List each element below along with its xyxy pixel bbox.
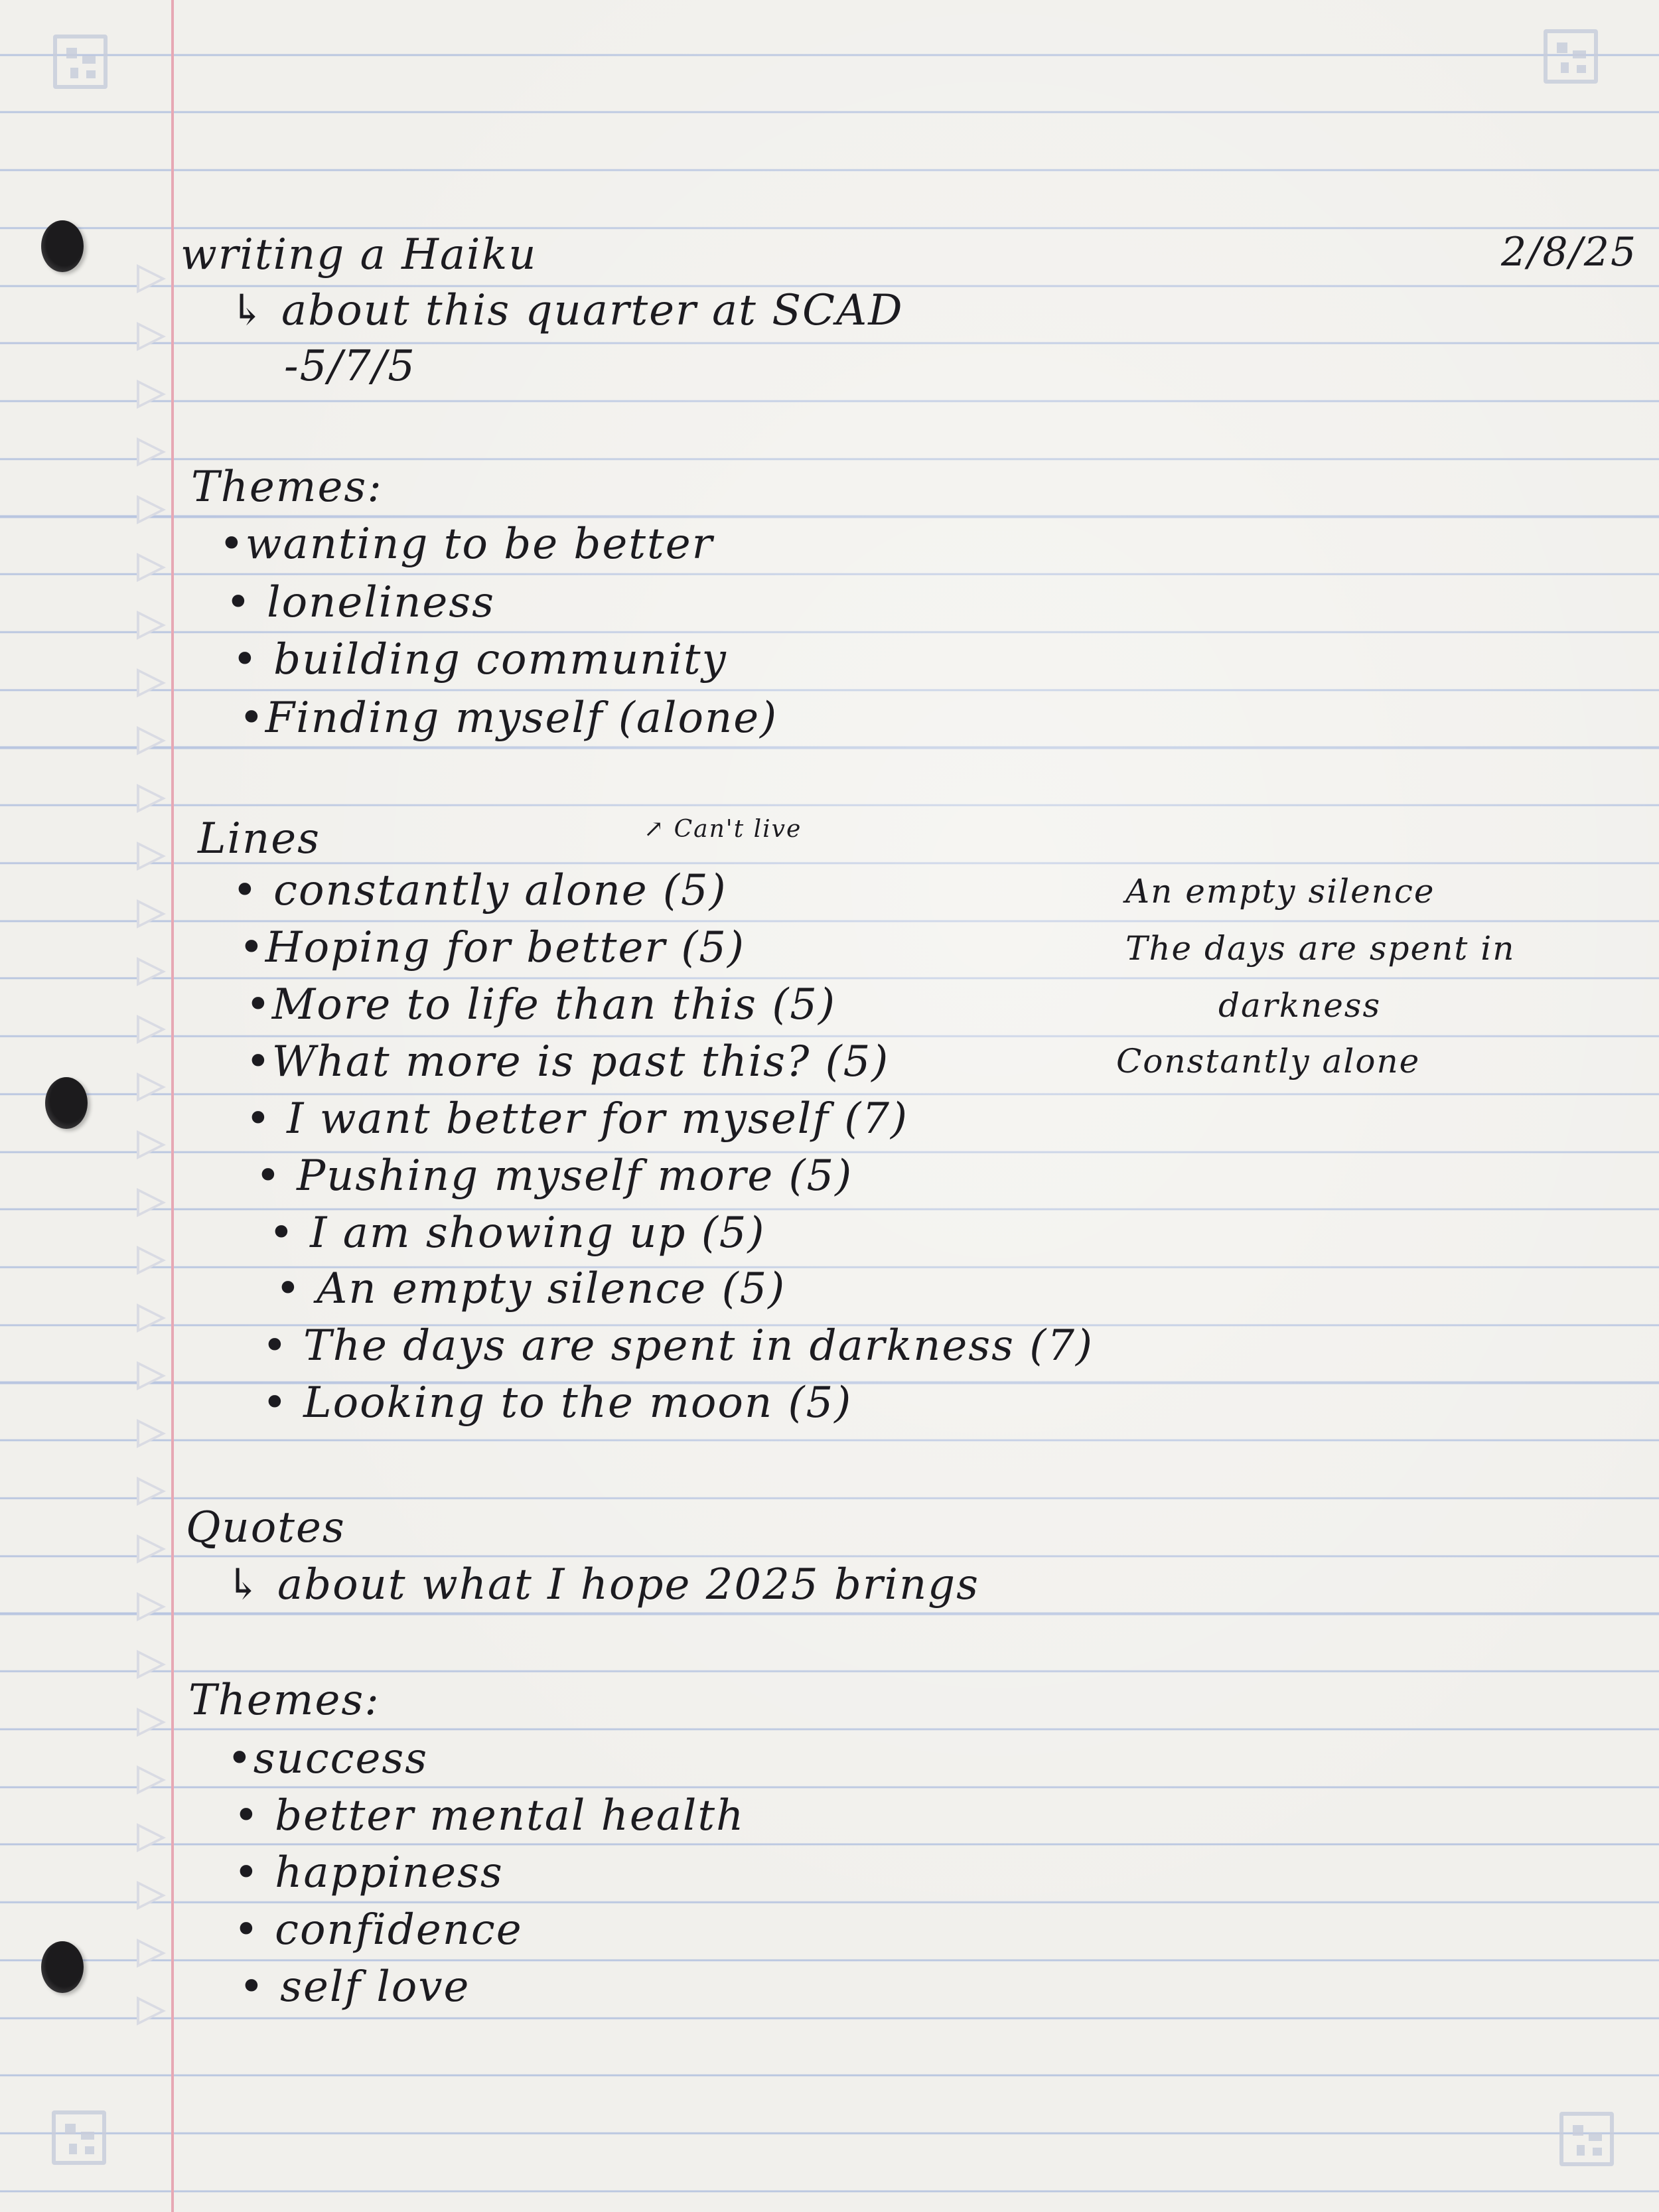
line-item: •More to life than this (5) <box>246 980 836 1029</box>
haiku-line: Constantly alone <box>1116 1042 1421 1080</box>
triangle-marker-icon <box>137 264 166 293</box>
section1-title: writing a Haiku <box>180 230 538 279</box>
themes-heading: Themes: <box>188 1676 380 1725</box>
corner-marker-icon <box>1544 29 1598 84</box>
syllable-pattern: -5/7/5 <box>284 342 416 391</box>
annotation: ↗ Can't live <box>644 816 802 843</box>
triangle-marker-icon <box>137 1246 166 1275</box>
triangle-marker-icon <box>137 1419 166 1448</box>
triangle-marker-icon <box>137 1188 166 1217</box>
theme-item: • building community <box>232 635 727 684</box>
triangle-marker-icon <box>137 611 166 640</box>
triangle-marker-icon <box>137 1939 166 1968</box>
triangle-marker-icon <box>137 1477 166 1506</box>
line-item: •What more is past this? (5) <box>246 1037 890 1086</box>
margin-line <box>171 0 174 2212</box>
triangle-marker-icon <box>137 1592 166 1621</box>
haiku-line: An empty silence <box>1125 872 1435 911</box>
triangle-marker-icon <box>137 380 166 409</box>
triangle-marker-icon <box>137 668 166 698</box>
triangle-marker-icon <box>137 1015 166 1044</box>
triangle-marker-icon <box>137 322 166 351</box>
line-item: • I want better for myself (7) <box>246 1094 908 1143</box>
theme-item: •Finding myself (alone) <box>239 694 778 743</box>
section2-subtitle: ↳ about what I hope 2025 brings <box>226 1560 979 1609</box>
triangle-marker-icon <box>137 437 166 467</box>
section2-title: Quotes <box>186 1503 346 1552</box>
triangle-marker-icon <box>137 726 166 755</box>
triangle-marker-icon <box>137 1072 166 1102</box>
theme-item: • better mental health <box>234 1791 745 1840</box>
triangle-marker-icon <box>137 784 166 813</box>
corner-marker-icon <box>1559 2112 1614 2166</box>
triangle-marker-icon <box>137 957 166 986</box>
triangle-marker-icon <box>137 1534 166 1564</box>
triangle-marker-icon <box>137 1303 166 1333</box>
section1-subtitle: ↳ about this quarter at SCAD <box>230 286 904 335</box>
punch-hole <box>45 1077 88 1129</box>
theme-item: •success <box>227 1734 429 1783</box>
line-item: • Pushing myself more (5) <box>255 1151 853 1201</box>
haiku-line: darkness <box>1218 986 1382 1025</box>
theme-item: • loneliness <box>226 578 495 627</box>
triangle-marker-icon <box>137 842 166 871</box>
triangle-marker-icon <box>137 1823 166 1852</box>
triangle-marker-icon <box>137 1361 166 1390</box>
theme-item: • confidence <box>234 1905 523 1954</box>
triangle-marker-icon <box>137 1881 166 1910</box>
line-item: • An empty silence (5) <box>275 1264 786 1313</box>
triangle-marker-icon <box>137 899 166 928</box>
punch-hole <box>41 1941 84 1993</box>
haiku-line: The days are spent in <box>1125 929 1516 968</box>
punch-hole <box>41 220 84 272</box>
corner-marker-icon <box>52 2110 106 2165</box>
theme-item: •wanting to be better <box>219 520 714 569</box>
date: 2/8/25 <box>1501 229 1638 275</box>
theme-item: • happiness <box>234 1848 504 1897</box>
triangle-marker-icon <box>137 495 166 524</box>
triangle-marker-icon <box>137 1130 166 1159</box>
line-item: • constantly alone (5) <box>232 866 727 915</box>
triangle-marker-icon <box>137 1765 166 1795</box>
triangle-marker-icon <box>137 1650 166 1679</box>
lines-heading: Lines <box>198 814 321 863</box>
line-item: • Looking to the moon (5) <box>262 1378 853 1428</box>
line-item: •Hoping for better (5) <box>239 923 745 972</box>
triangle-marker-icon <box>137 553 166 582</box>
corner-marker-icon <box>53 35 108 89</box>
theme-item: • self love <box>239 1962 470 2012</box>
line-item: • I am showing up (5) <box>269 1209 766 1258</box>
themes-heading: Themes: <box>191 463 383 512</box>
triangle-marker-icon <box>137 1996 166 2026</box>
triangle-marker-icon <box>137 1708 166 1737</box>
line-item: • The days are spent in darkness (7) <box>262 1321 1094 1370</box>
